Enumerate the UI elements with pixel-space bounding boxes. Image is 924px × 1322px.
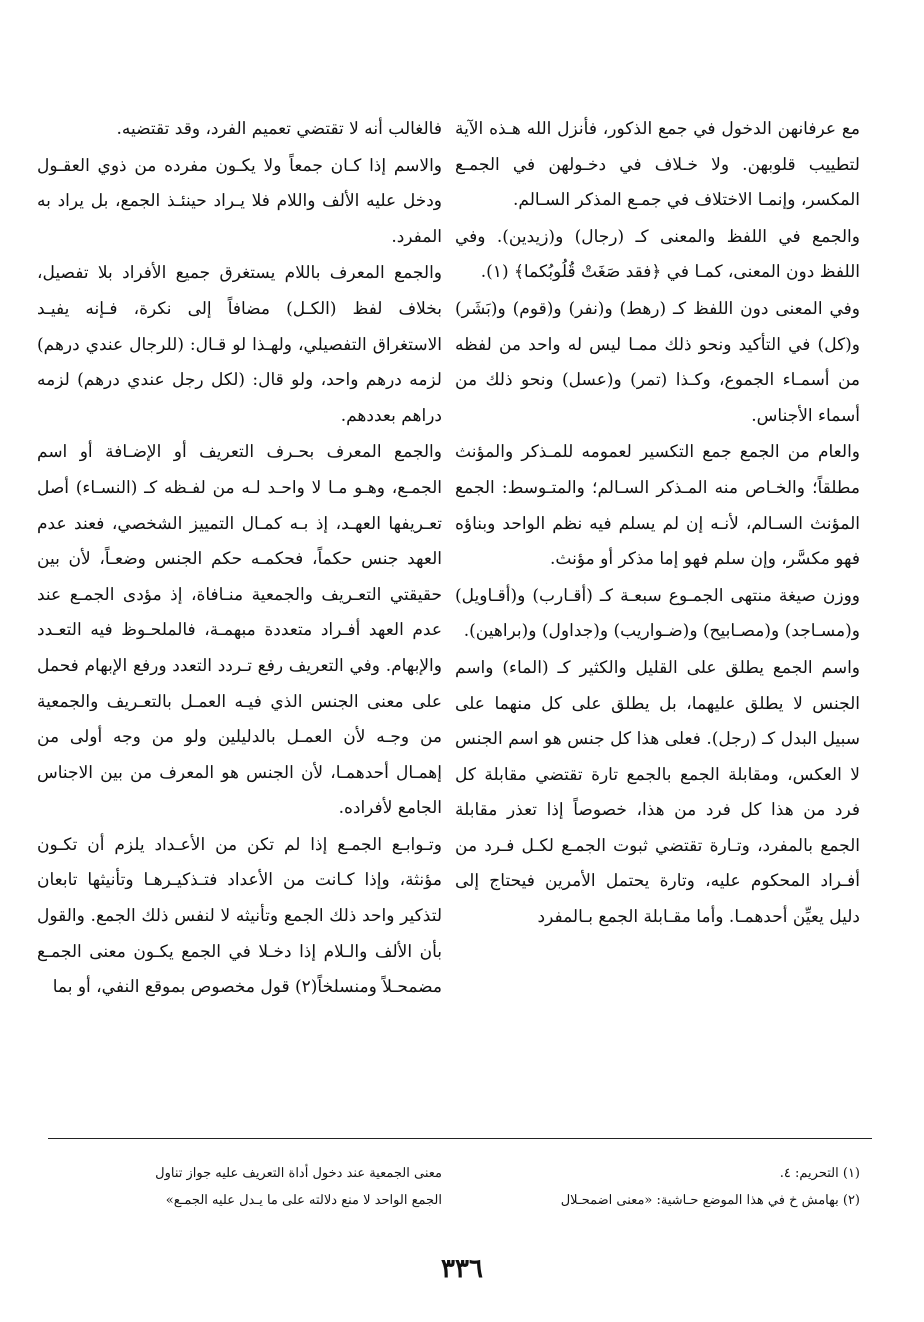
paragraph: والعام من الجمع جمع التكسير لعمومه للمـذكر والمؤنث مطلقاً؛ والخـاص منه المـذكر السـالم؛ والمتـوسط: الجمع المؤنث السـالم، لأنـه إن لم يسلم فيه نظم الواحد وبناؤه فهو مكسَّر، وإن سلم فهو إما مذكر أو مؤنث. xyxy=(455,442,860,570)
footnotes-right xyxy=(455,1160,860,1214)
footnote-divider xyxy=(48,1138,872,1139)
paragraph: ووزن صيغة منتهى الجمـوع سبعـة كـ (أقـارب) و(أقـاويل) و(مسـاجد) و(مصـابيح) و(ضـواريب) و(جداول) و(براهين). xyxy=(455,585,860,642)
paragraph: والجمع المعرف باللام يستغرق جميع الأفراد بلا تفصيل، بخلاف لفظ (الكـل) مضافاً إلى نكرة، فـإنه يفيـد الاستغراق التفصيلي، ولهـذا لو قـال: (للرجال عندي درهم) لزمه درهم واحد، ولو قال: (لكل رجل عندي درهم) لزمه دراهم بعددهم. xyxy=(37,263,442,426)
footnote-continuation: الجمع الواحد لا منع دلالته على ما يـدل عليه الجمـع» xyxy=(165,1193,442,1208)
paragraph: والاسم إذا كـان جمعاً ولا يكـون مفرده من ذوي العقـول ودخل عليه الألف واللام فلا يـراد حينئـذ الجمع، بل يراد به المفرد. xyxy=(37,155,442,247)
paragraph: وفي المعنى دون اللفظ كـ (رهط) و(نفر) و(قوم) و(بَشَر) و(كل) في التأكيد ونحو ذلك ممـا ليس له واحد من لفظه من أسمـاء الجموع، وكـذا (تمر) و(عسل) ونحو ذلك من أسماء الأجناس. xyxy=(455,298,860,426)
footnote: (٢) بهامش خ في هذا الموضع حـاشية: «معنى اضمحـلال xyxy=(560,1193,860,1208)
footnotes-left xyxy=(37,1160,442,1214)
right-text-column xyxy=(455,112,860,936)
paragraph: وتـوابـع الجمـع إذا لم تكن من الأعـداد يلزم أن تكـون مؤنثة، وإذا كـانت من الأعداد فتـذكيـرهـا وتأنيثها تابعان لتذكير واحد ذلك الجمع وتأنيثه لا لنفس ذلك الجمع. والقول بأن الألف والـلام إذا دخـلا في الجمع يكـون معنى الجمـع مضمحـلاً ومنسلخاً(٢) قول مخصوص بموقع النفي، أو بما xyxy=(37,834,442,998)
page-number: ٣٣٦ xyxy=(441,1254,483,1284)
paragraph: فالغالب أنه لا تقتضي تعميم الفرد، وقد تقتضيه. xyxy=(116,119,442,139)
footnote-continuation: معنى الجمعية عند دخول أداة التعريف عليه جواز تناول xyxy=(155,1166,442,1181)
paragraph: مع عرفانهن الدخول في جمع الذكور، فأنزل الله هـذه الآية لتطييب قلوبهن. ولا خـلاف في دخـولهن في الجمـع المكسر، وإنمـا الاختلاف في جمـع المذكر السـالم. xyxy=(455,119,860,211)
paragraph: والجمع المعرف بحـرف التعريف أو الإضـافة أو اسم الجمـع، وهـو مـا لا واحـد لـه من لفـظه كـ (النسـاء) أصل تعـريفها العهـد، إذ بـه كمـال التمييز الشخصي، فعند عدم العهد جنس حكماً، فحكمـه حكم الجنس وضعـاً، لأن بين حقيقتي التعـريف والجمعية منـافاة، إذ مؤدى الجمـع عند عدم العهد أفـراد متعددة مبهمـة، فالملحـوظ فيه التعـدد والإبهام. وفي التعريف رفع تـردد التعدد ورفع الإبهام فحمل على معنى الجنس الذي فيـه العمـل بالتعـريف والجمعية من وجـه لأن العمـل بالدليلين ولو من وجه أولى من إهمـال أحدهمـا، لأن الجنس هو المعرف من بين الاجناس الجامع لأفراده. xyxy=(37,442,442,819)
paragraph: واسم الجمع يطلق على القليل والكثير كـ (الماء) واسم الجنس لا يطلق عليهما، بل يطلق على كل منهما على سبيل البدل كـ (رجل). فعلى هذا كل جنس هو اسم الجنس لا العكس، ومقابلة الجمع بالجمع تارة تقتضي مقابلة كل فرد من هذا كل فرد من هذا، خصوصاً إذا تعذر مقابلة الجمع بالمفرد، وتـارة تقتضي ثبوت الجمـع لكـل فـرد من أفـراد المحكوم عليه، وتارة يحتمل الأمرين فيحتاج إلى دليل يعيِّن أحدهمـا. وأما مقـابلة الجمع بـالمفرد xyxy=(455,657,860,928)
footnote: (١) التحريم: ٤. xyxy=(779,1166,860,1181)
left-text-column xyxy=(37,112,442,1006)
paragraph: والجمع في اللفظ والمعنى كـ (رجال) و(زيدين). وفي اللفظ دون المعنى، كمـا في ﴿فقد صَغَتْ قُلُوبُكما﴾ (١). xyxy=(455,226,860,283)
